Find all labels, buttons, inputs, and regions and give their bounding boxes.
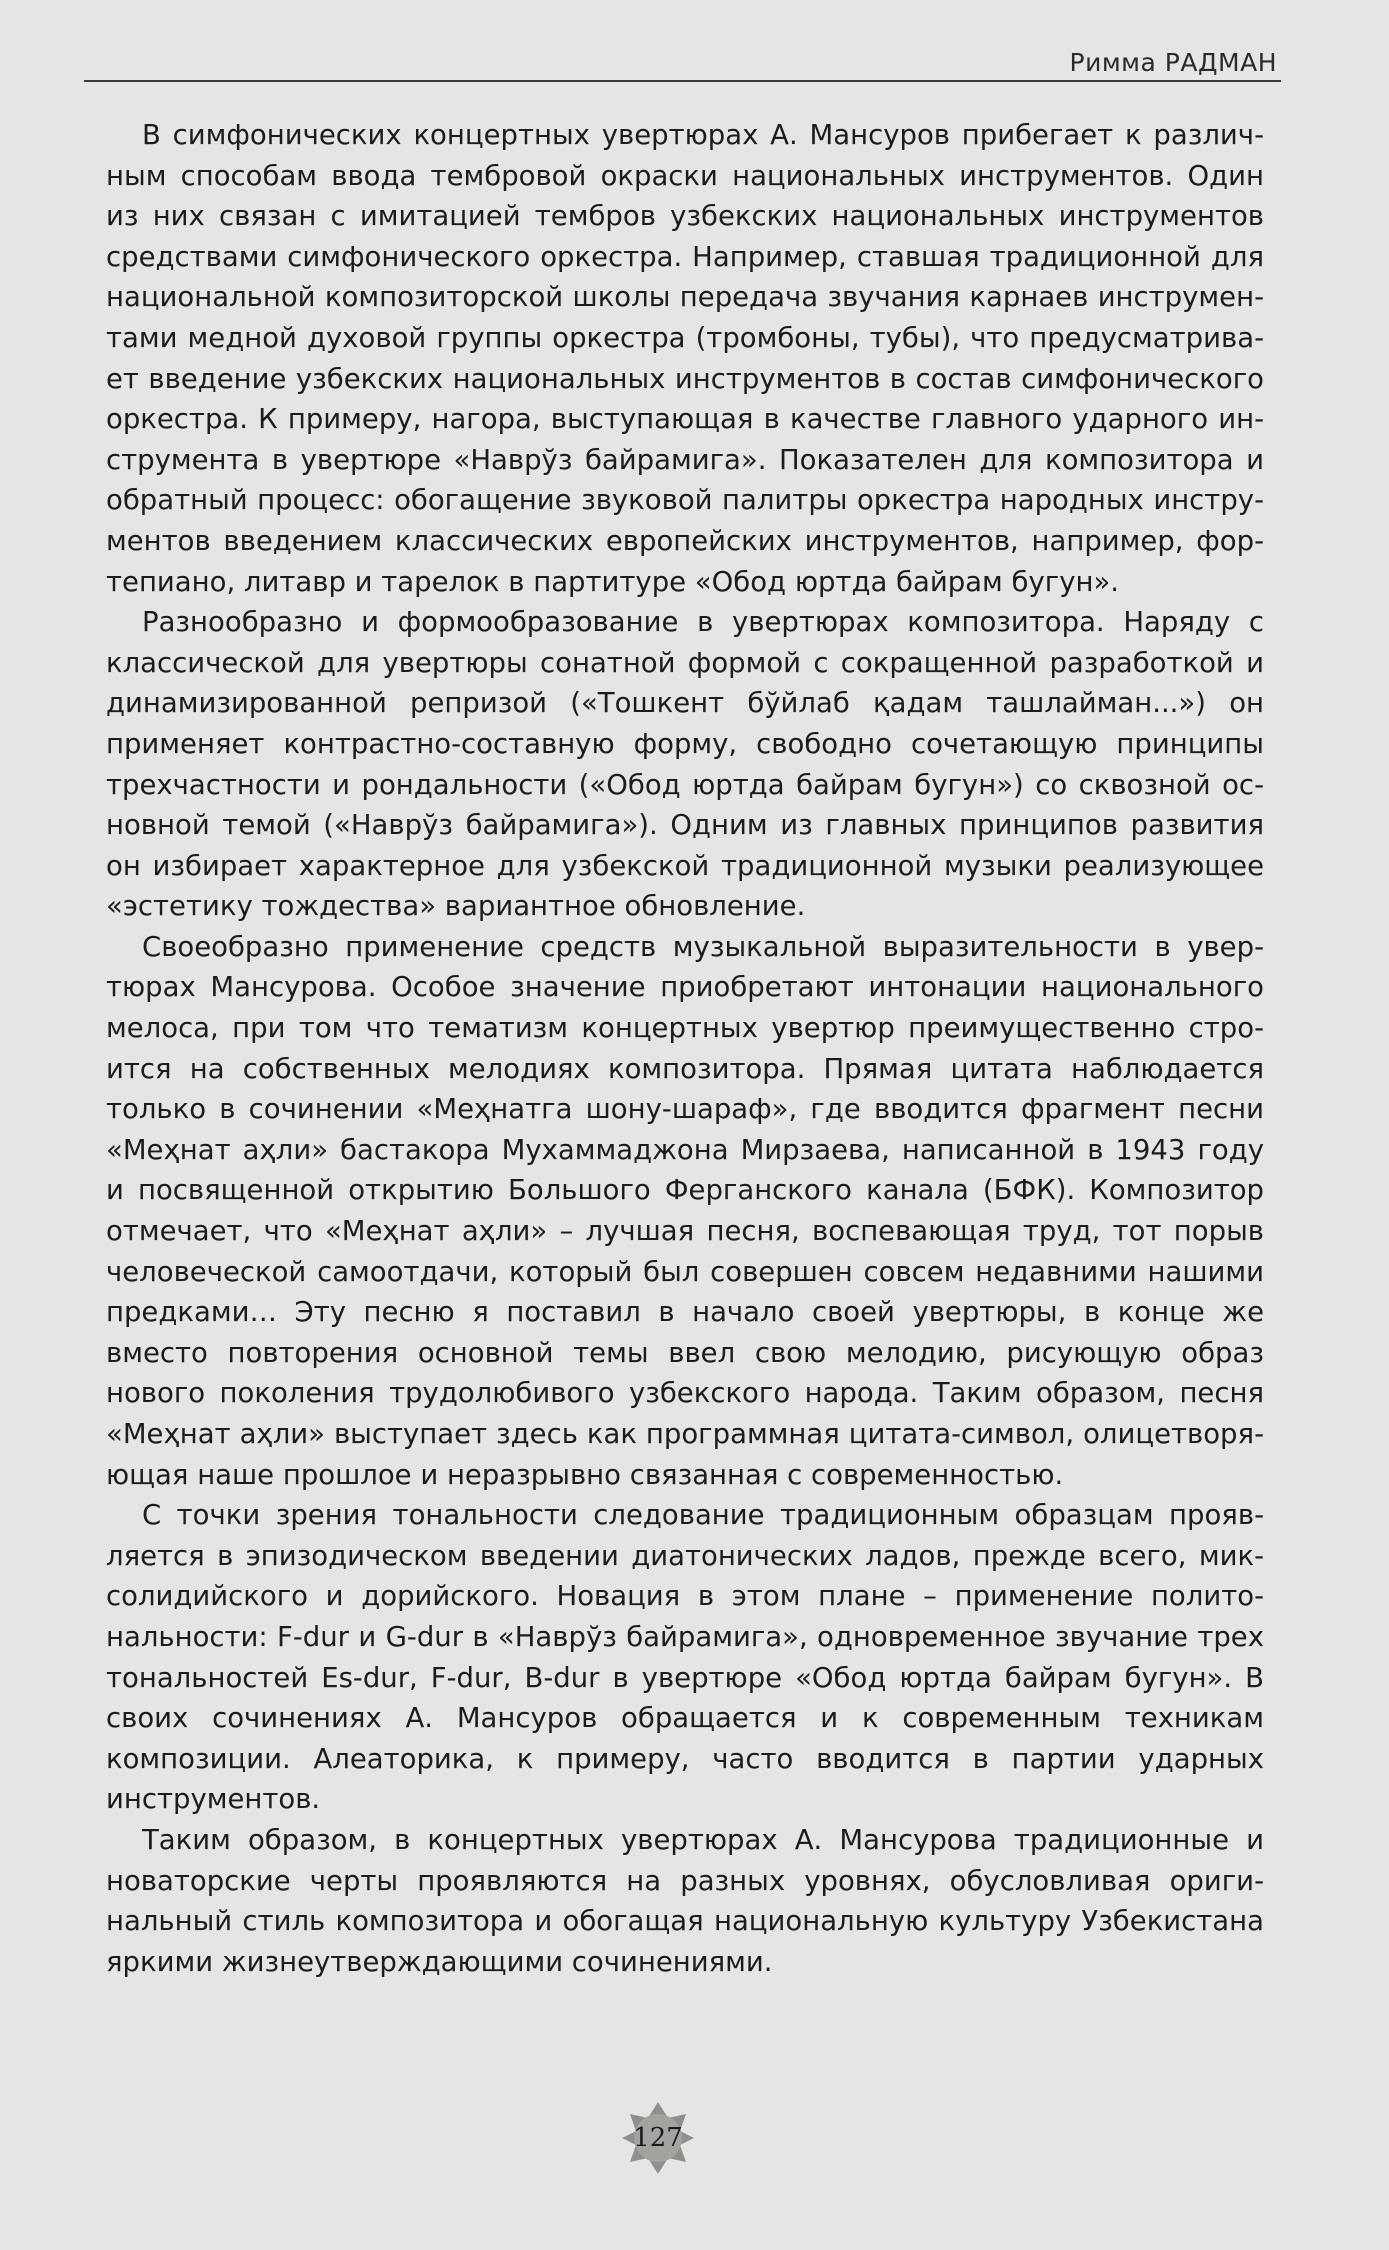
page-number: 127 — [633, 2123, 683, 2153]
paragraph: С точки зрения тональности следование традиционным образцам проявляется в эпизодическом введении диатонических ладов, прежде всего, миксолидийского и дорийского. Новация в этом плане – применение политональности: F-dur и G-dur в «Наврўз байрамига», одновременное звучание трех тональностей Es-dur, F-dur, B-dur в увертюре «Обод юртда байрам бугун». В своих сочинениях А. Мансуров обращается и к современным техникам композиции. Алеаторика, к примеру, часто вводится в партии ударных инструментов. — [106, 1499, 1264, 1816]
running-header-author: Римма РАДМАН — [1069, 48, 1277, 77]
paragraph: Таким образом, в концертных увертюрах А. Мансурова традиционные и новаторские черты проявляются на разных уровнях, обусловливая оригинальный стиль композитора и обогащая национальную культуру Узбекистана яркими жизнеутверждающими сочинениями. — [106, 1823, 1264, 1978]
body-text — [106, 115, 1264, 1982]
header-rule — [84, 80, 1281, 82]
paragraph: В симфонических концертных увертюрах А. Мансуров прибегает к различным способам ввода тембровой окраски национальных инструментов. Один из них связан с имитацией тембров узбекских национальных инструментов средствами симфонического оркестра. Например, ставшая традиционной для национальной композиторской школы передача звучания карнаев инструментами медной духовой группы оркестра (тромбоны, тубы), что предусматривает введение узбекских национальных инструментов в состав симфонического оркестра. К примеру, нагора, выступающая в качестве главного ударного инструмента в увертюре «Наврўз байрамига». Показателен для композитора и обратный процесс: обогащение звуковой палитры оркестра народных инструментов введением классических европейских инструментов, например, фортепиано, литавр и тарелок в партитуре «Обод юртда байрам бугун». — [106, 119, 1264, 598]
page-number-ornament — [620, 2100, 696, 2176]
paragraph: Разнообразно и формообразование в увертюрах композитора. Наряду с классической для увертюры сонатной формой с сокращенной разработкой и динамизированной репризой («Тошкент бўйлаб қадам ташлайман...») он применяет контрастно-составную форму, свободно сочетающую принципы трехчастности и рондальности («Обод юртда байрам бугун») со сквозной основной темой («Наврўз байрамига»). Одним из главных принципов развития он избирает характерное для узбекской традиционной музыки реализующее «эстетику тождества» вариантное обновление. — [106, 606, 1264, 923]
paragraph: Своеобразно применение средств музыкальной выразительности в увертюрах Мансурова. Особое значение приобретают интонации национального мелоса, при том что тематизм концертных увертюр преимущественно строится на собственных мелодиях композитора. Прямая цитата наблюдается только в сочинении «Меҳнатга шону-шараф», где вводится фрагмент песни «Меҳнат аҳли» бастакора Мухаммаджона Мирзаева, написанной в 1943 году и посвященной открытию Большого Ферганского канала (БФК). Композитор отмечает, что «Меҳнат аҳли» – лучшая песня, воспевающая труд, тот порыв человеческой самоотдачи, который был совершен совсем недавними нашими предками… Эту песню я поставил в начало своей увертюры, в конце же вместо повторения основной темы ввел свою мелодию, рисующую образ нового поколения трудолюбивого узбекского народа. Таким образом, песня «Меҳнат аҳли» выступает здесь как программная цитата-символ, олицетворяющая наше прошлое и неразрывно связанная с современностью. — [106, 930, 1264, 1491]
